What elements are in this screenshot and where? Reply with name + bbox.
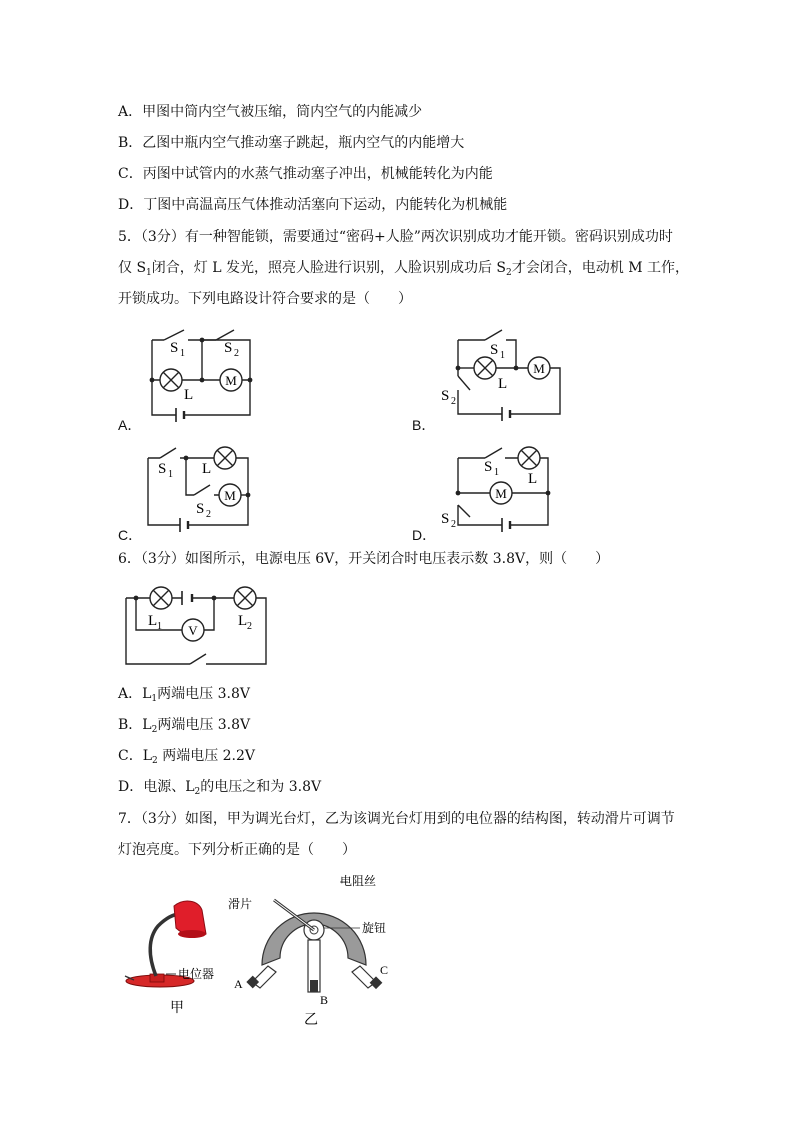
motor-label: M — [533, 361, 545, 376]
switch-s2 — [194, 485, 210, 495]
potentiometer-figure — [222, 870, 402, 1040]
caption-yi: 乙 — [304, 1013, 318, 1028]
q6-option-d: D．电源、$L_2$的电压之和为 3.8V — [118, 779, 322, 797]
q6-option-a: A．$L_1$两端电压 3.8V — [118, 686, 250, 704]
motor-label: M — [225, 373, 237, 388]
label-terminal-b: B — [320, 993, 329, 1007]
q6-option-b: B．$L_2$两端电压 3.8V — [118, 717, 251, 735]
label-s2-sub: 2 — [451, 519, 456, 530]
q5-stem-line1: 5．（3分）有一种智能锁，需要通过“密码+人脸”两次识别成功才能开锁。密码识别成功时 — [118, 229, 673, 245]
label-terminal-a: A — [234, 977, 243, 991]
switch-s1 — [485, 330, 502, 340]
switch-s1 — [485, 448, 502, 458]
potentiometer-label: 电位器 — [178, 967, 215, 981]
label-l2: L — [238, 613, 248, 629]
circuit-d — [440, 445, 565, 535]
q5-stem-line3: 开锁成功。下列电路设计符合要求的是（ ） — [118, 291, 412, 307]
q5-label-d: D． — [412, 527, 437, 543]
switch — [190, 654, 206, 664]
label-slider: 滑片 — [228, 897, 253, 911]
q4-option-d: D．丁图中高温高压气体推动活塞向下运动，内能转化为机械能 — [118, 197, 508, 213]
label-l: L — [528, 471, 538, 487]
label-l1: L — [148, 613, 158, 629]
circuit-q6 — [120, 582, 275, 672]
label-l: L — [498, 376, 508, 392]
label-terminal-c: C — [380, 963, 389, 977]
q5-stem-line2: 仅 $S_1$闭合，灯 L 发光，照亮人脸进行识别，人脸识别成功后 $S_2$才会闭合，电动机 M 工作， — [118, 260, 690, 278]
circuit-c — [140, 445, 260, 535]
label-l2-sub: 2 — [247, 621, 252, 632]
label-s2: S — [441, 388, 450, 404]
label-l1-sub: 1 — [157, 621, 162, 632]
motor-label: M — [495, 486, 507, 501]
label-s2-sub: 2 — [206, 509, 211, 520]
label-s1: S — [484, 459, 493, 475]
circuit-a — [140, 325, 260, 420]
label-s1-sub: 1 — [180, 348, 185, 359]
q7-stem-line1: 7．（3分）如图，甲为调光台灯，乙为该调光台灯用到的电位器的结构图，转动滑片可调节 — [118, 811, 675, 827]
label-knob: 旋钮 — [362, 921, 387, 935]
label-s1: S — [490, 342, 499, 358]
label-s2: S — [196, 501, 205, 517]
label-s1: S — [170, 340, 179, 356]
motor-label: M — [224, 488, 236, 503]
label-s2: S — [224, 340, 233, 356]
switch-s2 — [216, 330, 234, 340]
label-s1: S — [158, 461, 167, 477]
label-l: L — [184, 387, 194, 403]
q4-option-c: C．丙图中试管内的水蒸气推动塞子冲出，机械能转化为内能 — [118, 166, 493, 182]
q4-option-a: A．甲图中筒内空气被压缩，筒内空气的内能减少 — [118, 104, 423, 120]
label-resistance-wire: 电阻丝 — [340, 874, 377, 888]
label-s1-sub: 1 — [494, 467, 499, 478]
q5-label-a: A． — [118, 417, 142, 433]
q6-option-c: C．$L_2$ 两端电压 2.2V — [118, 748, 256, 766]
switch-s2 — [458, 376, 470, 390]
caption-jia: 甲 — [170, 1001, 184, 1016]
label-s2-sub: 2 — [451, 396, 456, 407]
label-l: L — [202, 461, 212, 477]
label-s1-sub: 1 — [168, 469, 173, 480]
q5-label-c: C． — [118, 527, 143, 543]
label-s2: S — [441, 511, 450, 527]
q6-stem: 6．（3分）如图所示，电源电压 6V，开关闭合时电压表示数 3.8V，则（ ） — [118, 551, 610, 567]
desk-lamp-figure — [118, 898, 230, 1016]
label-s1-sub: 1 — [500, 350, 505, 361]
label-s2-sub: 2 — [234, 348, 239, 359]
voltmeter-label: V — [188, 623, 198, 638]
q7-stem-line2: 灯泡亮度。下列分析正确的是（ ） — [118, 842, 356, 858]
circuit-b — [440, 328, 565, 423]
switch-s1 — [164, 330, 184, 340]
switch-s2 — [458, 505, 470, 517]
switch-s1 — [160, 448, 176, 458]
q5-label-b: B． — [412, 417, 436, 433]
q4-option-b: B．乙图中瓶内空气推动塞子跳起，瓶内空气的内能增大 — [118, 135, 465, 151]
